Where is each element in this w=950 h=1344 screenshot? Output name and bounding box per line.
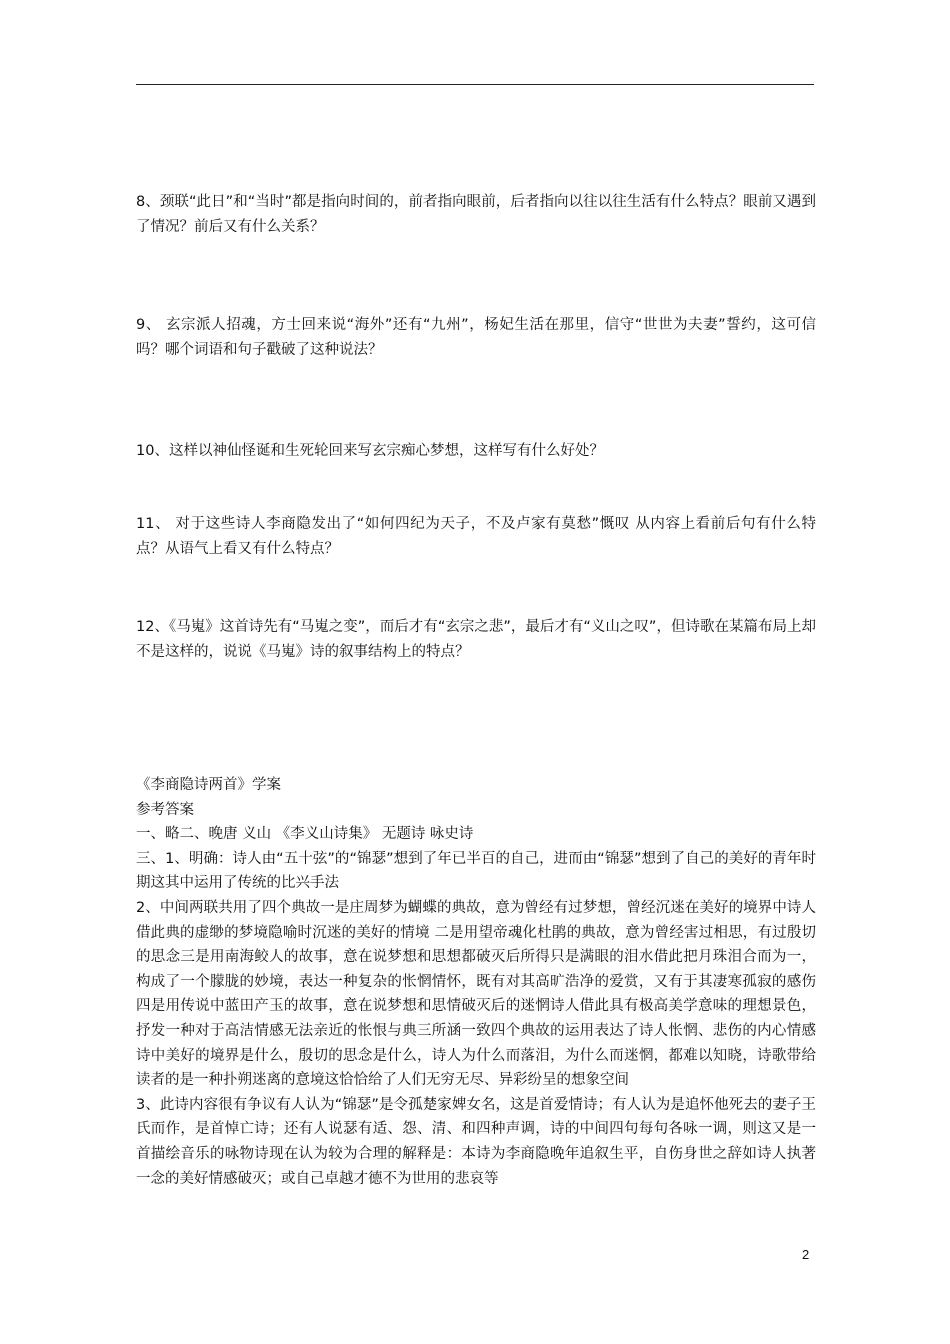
header-rule <box>136 84 814 85</box>
question-12: 12、《马嵬》这首诗先有“马嵬之变”，而后才有“玄宗之悲”，最后才有“义山之叹”，但诗歌在某篇布局上却不是这样的，说说《马嵬》诗的叙事结构上的特点？ <box>136 618 816 660</box>
question-11: 11、 对于这些诗人李商隐发出了“如何四纪为天子，不及卢家有莫愁”慨叹 从内容上看前后句有什么特点？从语气上看又有什么特点？ <box>136 515 816 557</box>
answer-line-1: 一、略二、晚唐 义山 《李义山诗集》 无题诗 咏史诗 <box>136 826 474 843</box>
answer-section <box>136 773 816 1191</box>
answer-heading: 《李商隐诗两首》学案 <box>136 777 281 793</box>
answer-subheading: 参考答案 <box>136 801 194 818</box>
question-8: 8、颈联“此日”和“当时”都是指向时间的，前者指向眼前，后者指向以往以往生活有什么特点？眼前又遇到了情况？前后又有什么关系？ <box>136 193 816 235</box>
page-number: 2 <box>802 1247 810 1262</box>
question-10: 10、这样以神仙怪诞和生死轮回来写玄宗痴心梦想，这样写有什么好处？ <box>136 442 604 459</box>
answer-2: 2、中间两联共用了四个典故一是庄周梦为蝴蝶的典故，意为曾经有过梦想，曾经沉迷在美好的境界中诗人借此典的虚缈的梦境隐喻时沉迷的美好的情境 二是用望帝魂化杜鹃的典故，意为曾经害过相思，有过殷切的思念三是用南海鲛人的故事，意在说梦想和思想都破灭后所得只是满眼的泪水借此把月珠泪合而为一，构成了一个朦胧的妙境，表达一种复杂的怅惘情怀，既有对其高旷浩净的爱赏，又有于其凄寒孤寂的感伤 四是用传说中蓝田产玉的故事，意在说梦想和思情破灭后的迷惘诗人借此具有极高美学意味的理想景色，抒发一种对于高洁情感无法亲近的怅恨与典三所涵一致四个典故的运用表达了诗人怅惘、悲伤的内心情感诗中美好的境界是什么，殷切的思念是什么，诗人为什么而落泪，为什么而迷惘，都难以知晓，诗歌带给读者的是一种扑朔迷离的意境这恰恰给了人们无穷无尽、异彩纷呈的想象空间 <box>136 899 816 1089</box>
answer-1: 三、1、明确：诗人由“五十弦”的“锦瑟”想到了年已半百的自己，进而由“锦瑟”想到了自己的美好的青年时期这其中运用了传统的比兴手法 <box>136 850 816 892</box>
question-9: 9、 玄宗派人招魂，方士回来说“海外”还有“九州”，杨妃生活在那里，信守“世世为夫妻”誓约，这可信吗？哪个词语和句子戳破了这种说法？ <box>136 316 816 358</box>
answer-3: 3、此诗内容很有争议有人认为“锦瑟”是令孤楚家婢女名，这是首爱情诗；有人认为是追怀他死去的妻子王氏而作，是首悼亡诗；还有人说瑟有适、怨、清、和四种声调，诗的中间四句每句各咏一调，则这又是一首描绘音乐的咏物诗现在认为较为合理的解释是：本诗为李商隐晚年追叙生平，自伤身世之辞如诗人执著一念的美好情感破灭；或自己卓越才德不为世用的悲哀等 <box>136 1096 816 1187</box>
